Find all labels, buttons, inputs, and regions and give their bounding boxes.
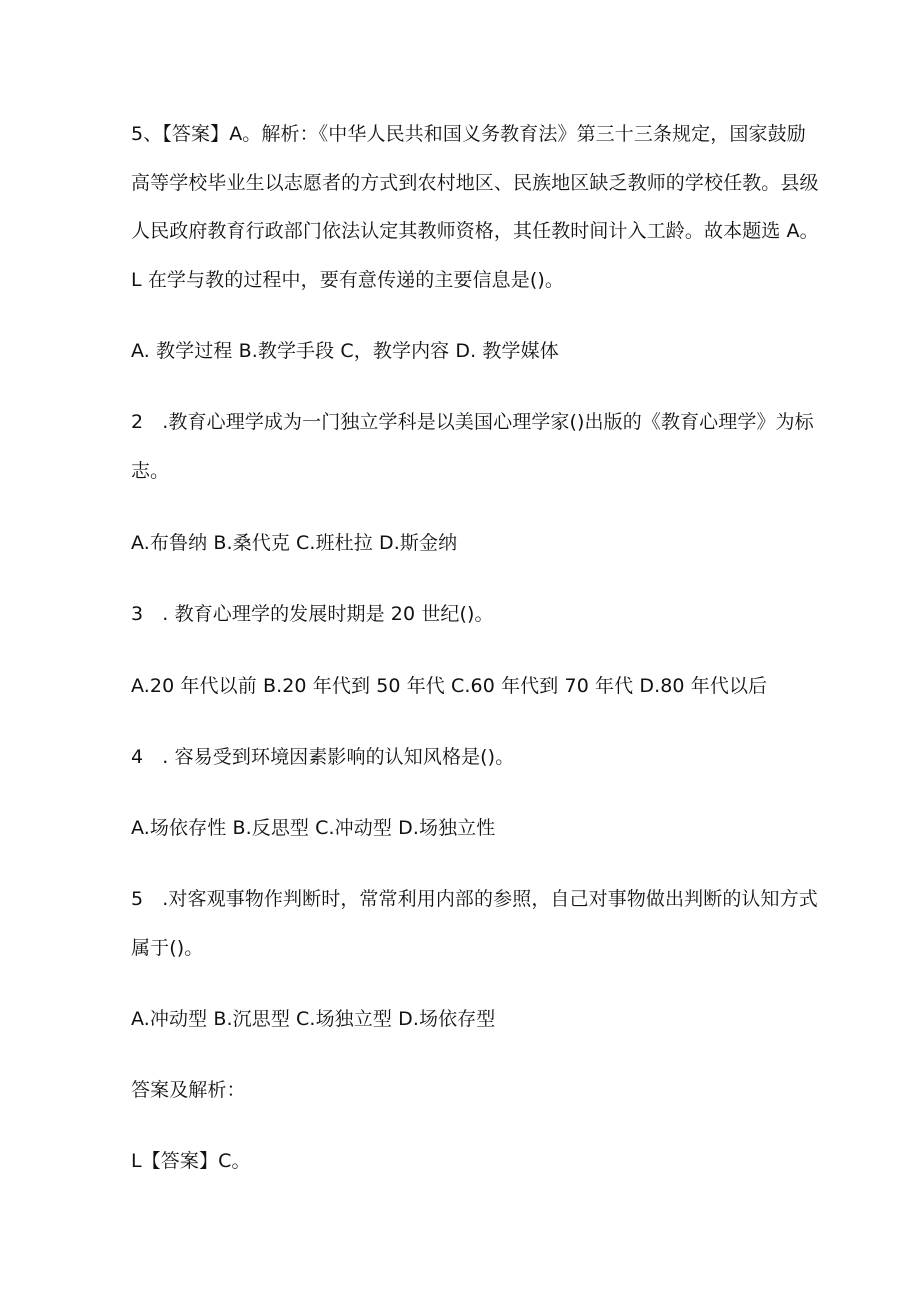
answers-heading: 答案及解析：	[131, 1079, 246, 1101]
question-2-stem-line-1: 2 .教育心理学成为一门独立学科是以美国心理学家()出版的《教育心理学》为标	[131, 411, 814, 433]
question-5-stem-line-1: 5 .对客观事物作判断时，常常利用内部的参照，自己对事物做出判断的认知方式	[131, 888, 818, 910]
question-4-stem: 4 . 容易受到环境因素影响的认知风格是()。	[131, 746, 515, 768]
first-answer: L【答案】C。	[131, 1150, 251, 1172]
question-4-options: A.场依存性 B.反思型 C.冲动型 D.场独立性	[131, 817, 496, 839]
question-3-options: A.20 年代以前 B.20 年代到 50 年代 C.60 年代到 70 年代 D.80 年代以后	[131, 675, 768, 697]
question-3-stem: 3 . 教育心理学的发展时期是 20 世纪()。	[131, 603, 494, 625]
question-1-stem: L 在学与教的过程中，要有意传递的主要信息是()。	[131, 269, 564, 291]
question-2-stem-line-2: 志。	[131, 460, 170, 482]
previous-answer-line-1: 5、【答案】A。解析：《中华人民共和国义务教育法》第三十三条规定，国家鼓励	[131, 123, 806, 145]
question-2-options: A.布鲁纳 B.桑代克 C.班杜拉 D.斯金纳	[131, 532, 458, 554]
previous-answer-line-3: 人民政府教育行政部门依法认定其教师资格，其任教时间计入工龄。故本题选 A。	[131, 220, 819, 242]
question-5-stem-line-2: 属于()。	[131, 937, 204, 959]
question-1-options: A. 教学过程 B.教学手段 C，教学内容 D. 教学媒体	[131, 340, 559, 362]
question-5-options: A.冲动型 B.沉思型 C.场独立型 D.场依存型	[131, 1008, 496, 1030]
previous-answer-line-2: 高等学校毕业生以志愿者的方式到农村地区、民族地区缺乏教师的学校任教。县级	[131, 172, 819, 194]
